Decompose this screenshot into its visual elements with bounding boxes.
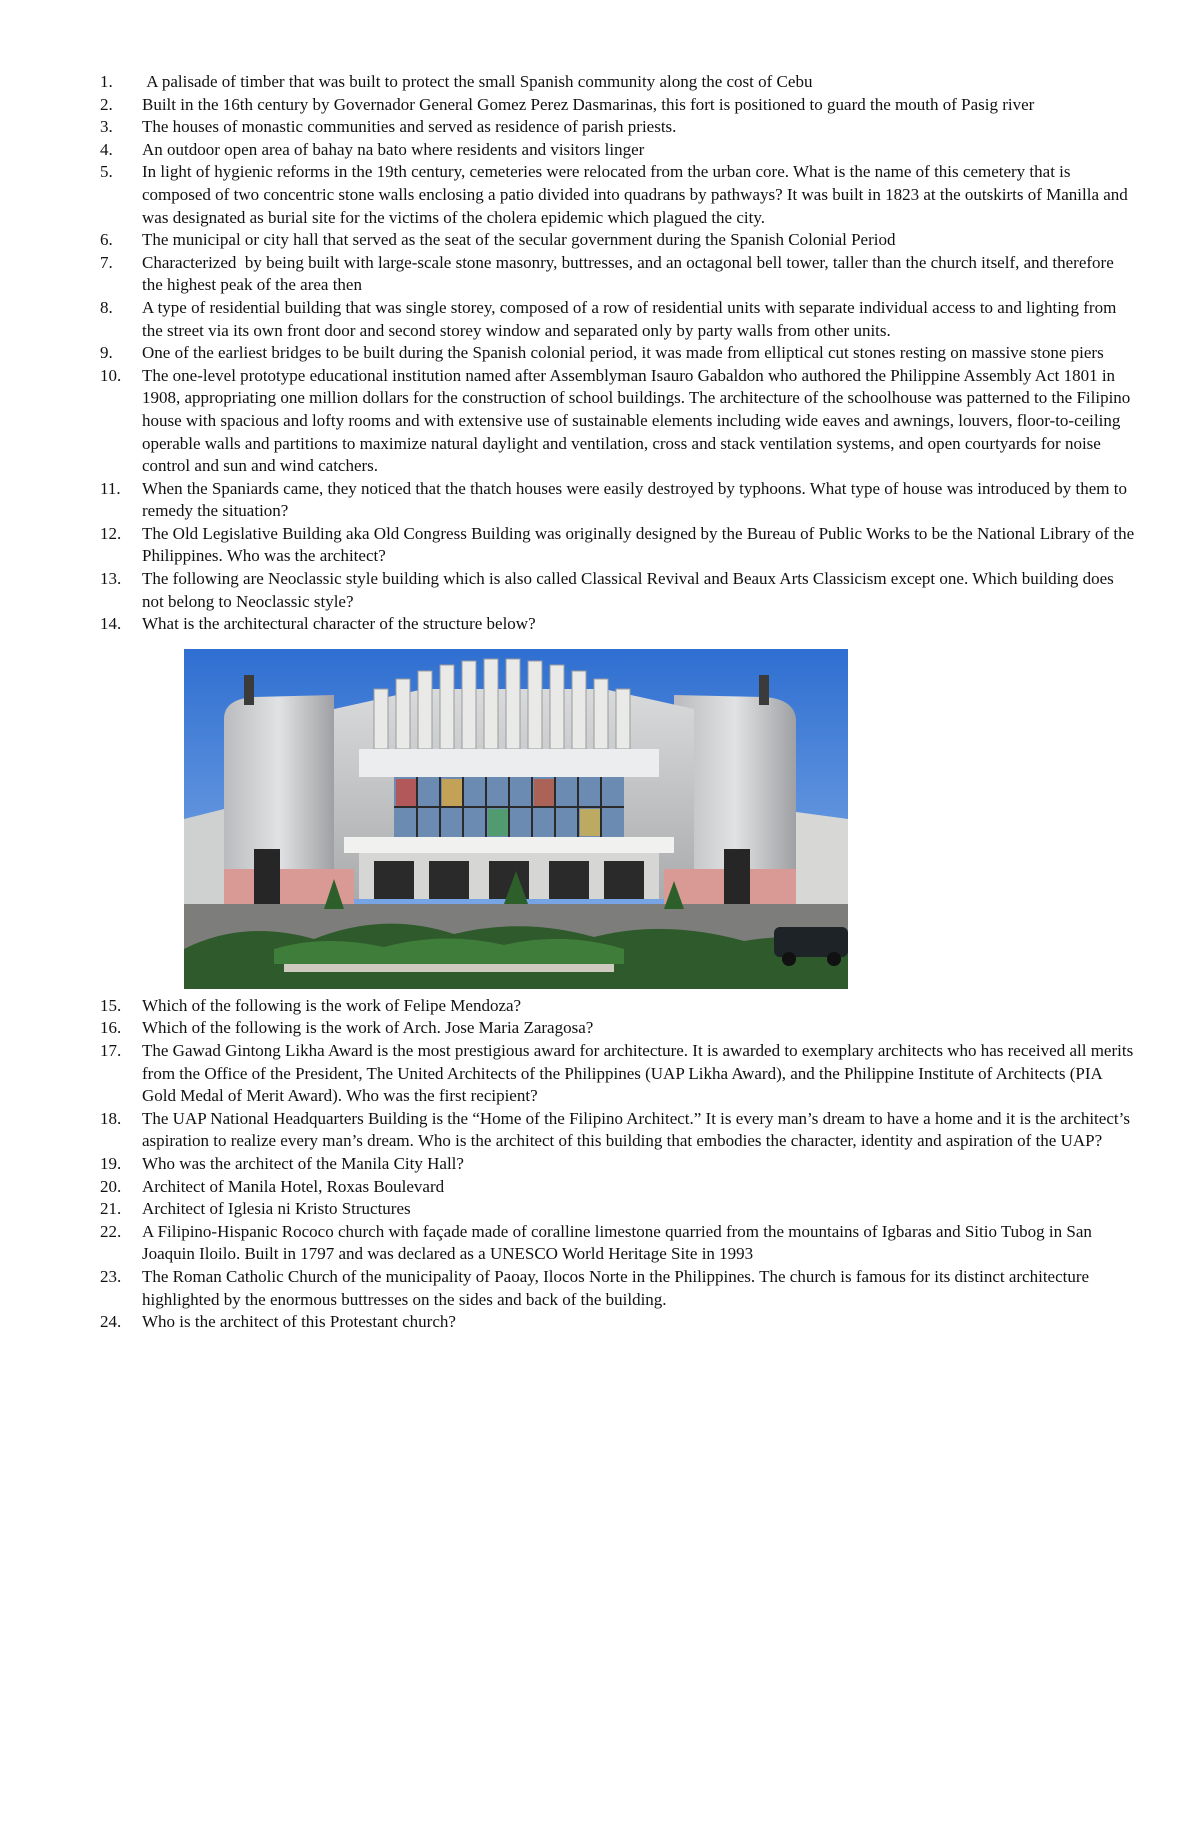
question-text: The Roman Catholic Church of the municipality of Paoay, Ilocos Norte in the Philippines. The church is famous for its distinct architecture highlighted by the enormous buttresses on the sides and back of the building. — [142, 1266, 1090, 1309]
question-number: 18. — [100, 1108, 122, 1128]
question-text: When the Spaniards came, they noticed that the thatch houses were easily destroyed by typhoons. What type of house was introduced by them to remedy the situation? — [142, 478, 1127, 521]
question-number: 12. — [100, 523, 122, 543]
question-text: One of the earliest bridges to be built during the Spanish colonial period, it was made from elliptical cut stones resting on massive stone piers — [142, 343, 1104, 363]
question-number: 10. — [100, 365, 122, 385]
question-number: 23. — [100, 1266, 122, 1286]
question-number: 1. — [100, 72, 113, 91]
question-number: 19. — [100, 1154, 122, 1173]
question-text: The Old Legislative Building aka Old Congress Building was originally designed by the Bureau of Public Works to be the National Library of the Philippines. Who was the architect? — [142, 523, 1135, 566]
question-list — [100, 71, 1135, 1334]
question-item — [100, 1040, 1135, 1108]
question-number: 24. — [100, 1312, 122, 1332]
building-photo — [184, 649, 848, 989]
question-item — [100, 523, 1135, 568]
question-item — [100, 297, 1135, 342]
question-text: The houses of monastic communities and served as residence of parish priests. — [142, 117, 677, 137]
question-text: A palisade of timber that was built to protect the small Spanish community along the cost of Cebu — [142, 72, 813, 91]
question-number: 5. — [100, 162, 113, 182]
question-item — [100, 252, 1135, 297]
question-item — [100, 71, 1135, 94]
art-deco-theater-image — [184, 649, 848, 989]
question-text: The one-level prototype educational institution named after Assemblyman Isauro Gabaldon who authored the Philippine Assembly Act 1801 in 1908, appropriating one million dollars for the construction of school buildings. The architecture of the schoolhouse was patterned to the Filipino house with spacious and lofty rooms and with extensive use of sustainable elements including wide eaves and awnings, louvers, floor-to-ceiling operable walls and partitions to maximize natural daylight and ventilation, cross and stack ventilation systems, and open courtyards for noise control and sun and wind catchers. — [142, 365, 1131, 476]
question-text: Who is the architect of this Protestant church? — [142, 1312, 456, 1332]
question-item — [100, 161, 1135, 229]
question-item — [100, 1017, 1135, 1040]
question-number: 11. — [100, 478, 121, 498]
question-text: Architect of Iglesia ni Kristo Structures — [142, 1199, 411, 1219]
question-text: The municipal or city hall that served as the seat of the secular government during the Spanish Colonial Period — [142, 230, 896, 250]
question-text: The following are Neoclassic style building which is also called Classical Revival and Beaux Arts Classicism except one. Which building does not belong to Neoclassic style? — [142, 569, 1114, 611]
question-item — [100, 116, 1135, 139]
question-number: 7. — [100, 252, 113, 272]
question-item — [100, 568, 1135, 613]
question-item — [100, 1176, 1135, 1199]
question-item — [100, 995, 1135, 1018]
question-item — [100, 1221, 1135, 1266]
question-number: 2. — [100, 94, 113, 114]
question-text: A Filipino-Hispanic Rococo church with façade made of coralline limestone quarried from the mountains of Igbaras and Sitio Tubog in San Joaquin Iloilo. Built in 1797 and was declared as a UNESCO World Heritage Site in 1993 — [142, 1221, 1092, 1264]
question-number: 9. — [100, 343, 113, 363]
question-number: 8. — [100, 297, 113, 317]
question-item — [100, 1153, 1135, 1176]
question-item — [100, 139, 1135, 162]
question-number: 15. — [100, 995, 122, 1015]
question-item — [100, 1266, 1135, 1311]
question-item — [100, 1108, 1135, 1153]
question-text: The UAP National Headquarters Building is the “Home of the Filipino Architect.” It is every man’s dream to have a home and it is the architect’s aspiration to realize every man’s dream. Who is the architect of this building that embodies the character, identity and aspiration of the UAP? — [142, 1108, 1130, 1151]
question-text: Which of the following is the work of Felipe Mendoza? — [142, 995, 522, 1015]
question-text: Who was the architect of the Manila City Hall? — [142, 1154, 464, 1173]
question-item — [100, 365, 1135, 478]
question-item — [100, 229, 1135, 252]
question-item — [100, 1311, 1135, 1334]
question-number: 13. — [100, 569, 122, 589]
question-number: 6. — [100, 230, 113, 250]
question-text: Characterized by being built with large-scale stone masonry, buttresses, and an octagonal bell tower, taller than the church itself, and therefore the highest peak of the area then — [142, 252, 1118, 295]
question-number: 22. — [100, 1221, 122, 1241]
question-number: 4. — [100, 139, 113, 159]
question-text: What is the architectural character of the structure below? — [142, 614, 536, 634]
question-item — [100, 1198, 1135, 1221]
question-text: Architect of Manila Hotel, Roxas Boulevard — [142, 1176, 445, 1196]
question-text: Which of the following is the work of Arch. Jose Maria Zaragosa? — [142, 1018, 594, 1038]
question-item — [100, 613, 1135, 989]
question-number: 14. — [100, 614, 122, 634]
question-number: 3. — [100, 117, 113, 137]
question-number: 21. — [100, 1199, 122, 1219]
question-text: A type of residential building that was single storey, composed of a row of residential units with separate individual access to and lighting from the street via its own front door and second storey window and separated only by party walls from other units. — [142, 297, 1117, 340]
question-text: Built in the 16th century by Governador General Gomez Perez Dasmarinas, this fort is positioned to guard the mouth of Pasig river — [142, 94, 1035, 114]
question-text: An outdoor open area of bahay na bato where residents and visitors linger — [142, 139, 645, 159]
question-text: In light of hygienic reforms in the 19th century, cemeteries were relocated from the urban core. What is the name of this cemetery that is composed of two concentric stone walls enclosing a patio divided into quadrans by pathways? It was built in 1823 at the outskirts of Manilla and was designated as burial site for the victims of the cholera epidemic which plagued the city. — [142, 162, 1128, 227]
question-item — [100, 478, 1135, 523]
question-number: 20. — [100, 1176, 122, 1196]
question-item — [100, 342, 1135, 365]
question-text: The Gawad Gintong Likha Award is the most prestigious award for architecture. It is awarded to exemplary architects who has received all merits from the Office of the President, The United Architects of the Philippines (UAP Likha Award), and the Philippine Institute of Architects (PIA Gold Medal of Merit Award). Who was the first recipient? — [142, 1041, 1134, 1106]
question-item — [100, 94, 1135, 117]
question-number: 16. — [100, 1018, 122, 1038]
question-number: 17. — [100, 1041, 122, 1061]
